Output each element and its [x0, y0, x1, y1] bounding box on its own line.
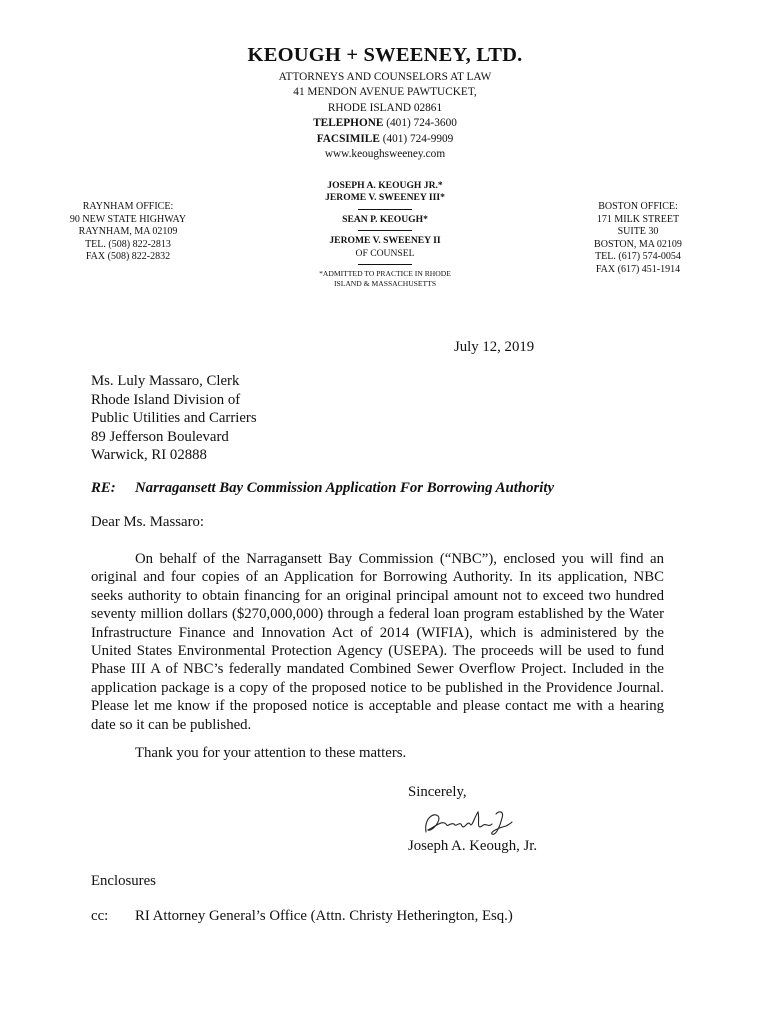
firm-telephone	[0, 116, 770, 131]
firm-name: KEOUGH + SWEENEY, LTD.	[247, 44, 523, 66]
boston-office-fax: FAX (617) 451-1914	[595, 263, 681, 275]
boston-office-title: BOSTON OFFICE:	[598, 201, 678, 212]
raynham-office-tel: TEL. (508) 822-2813	[85, 238, 171, 250]
thanks-paragraph: Thank you for your attention to these matters.	[135, 745, 407, 761]
firm-contact-block	[0, 70, 770, 162]
body-paragraph: On behalf of the Narragansett Bay Commission (“NBC”), enclosed you will find an original and four copies of an Application for Borrowing Authority. In its application, NBC seeks authority to obtain financing for an original principal amount not to exceed two hundred seventy million dollars ($270,000,000) through a federal loan program established by the Water Infrastructure Finance and Innovation Act of 2014 (WIFIA), which is administered by the United States Environmental Protection Agency (USEPA). The proceeds will be used to fund Phase III A of NBC’s federally mandated Combined Sewer Overflow Project. Included in the application package is a copy of the proposed notice to be published in the Providence Journal. Please let me know if the proposed notice is acceptable and please contact me with a hearing date so it can be published.	[91, 551, 664, 733]
firm-address-line2: RHODE ISLAND 02861	[327, 101, 443, 114]
facsimile-number: (401) 724-9909	[382, 132, 454, 145]
boston-office-block	[568, 201, 708, 277]
cc-recipient: RI Attorney General’s Office (Attn. Christy Hetherington, Esq.)	[135, 908, 513, 924]
raynham-office-line1: 90 NEW STATE HIGHWAY	[69, 213, 187, 225]
recipient-line1: Ms. Luly Massaro, Clerk	[91, 373, 240, 389]
boston-office-line3: BOSTON, MA 02109	[594, 238, 682, 250]
boston-office-line2: SUITE 30	[617, 226, 659, 238]
raynham-office-fax: FAX (508) 822-2832	[85, 251, 171, 263]
partners-divider	[358, 230, 412, 231]
closing: Sincerely,	[408, 784, 467, 800]
re-label: RE:	[91, 480, 116, 496]
recipient-line2: Rhode Island Division of	[91, 391, 241, 408]
partner-name: JEROME V. SWEENEY III*	[325, 192, 445, 204]
raynham-office-block	[48, 201, 208, 264]
signer-name: Joseph A. Keough, Jr.	[408, 838, 538, 854]
partner-name: JOSEPH A. KEOUGH JR.*	[327, 180, 443, 191]
raynham-office-title: RAYNHAM OFFICE:	[82, 201, 174, 212]
cc-line	[91, 908, 513, 925]
admission-note-line2: ISLAND & MASSACHUSETTS	[333, 279, 437, 289]
handwritten-signature	[420, 806, 520, 840]
firm-facsimile	[0, 132, 770, 147]
enclosures-note: Enclosures	[91, 873, 156, 889]
of-counsel-label: OF COUNSEL	[355, 247, 415, 259]
firm-website: www.keoughsweeney.com	[324, 148, 446, 161]
partners-block	[285, 180, 485, 289]
partner-name: JEROME V. SWEENEY II	[329, 235, 441, 247]
facsimile-label: FACSIMILE	[316, 132, 380, 145]
salutation: Dear Ms. Massaro:	[91, 514, 205, 530]
partner-name: SEAN P. KEOUGH*	[342, 213, 428, 225]
re-subject: Narragansett Bay Commission Application For Borrowing Authority	[135, 480, 555, 496]
recipient-line3: Public Utilities and Carriers	[91, 410, 257, 427]
raynham-office-line2: RAYNHAM, MA 02109	[78, 226, 178, 238]
partners-divider	[358, 264, 412, 265]
admission-note	[285, 269, 485, 289]
boston-office-line1: 171 MILK STREET	[596, 213, 680, 225]
firm-address-line1: 41 MENDON AVENUE PAWTUCKET,	[293, 86, 477, 99]
subject-line	[91, 480, 554, 497]
letter-date: July 12, 2019	[454, 339, 535, 355]
firm-tagline: ATTORNEYS AND COUNSELORS AT LAW	[278, 71, 492, 83]
recipient-line5: Warwick, RI 02888	[91, 447, 207, 464]
cc-label: cc:	[91, 908, 109, 924]
recipient-address	[91, 372, 257, 465]
telephone-number: (401) 724-3600	[386, 117, 457, 130]
recipient-line4: 89 Jefferson Boulevard	[91, 428, 229, 445]
admission-note-line1: *ADMITTED TO PRACTICE IN RHODE	[319, 269, 451, 279]
boston-office-tel: TEL. (617) 574-0054	[595, 251, 681, 263]
telephone-label: TELEPHONE	[313, 117, 384, 130]
partners-divider	[358, 209, 412, 210]
